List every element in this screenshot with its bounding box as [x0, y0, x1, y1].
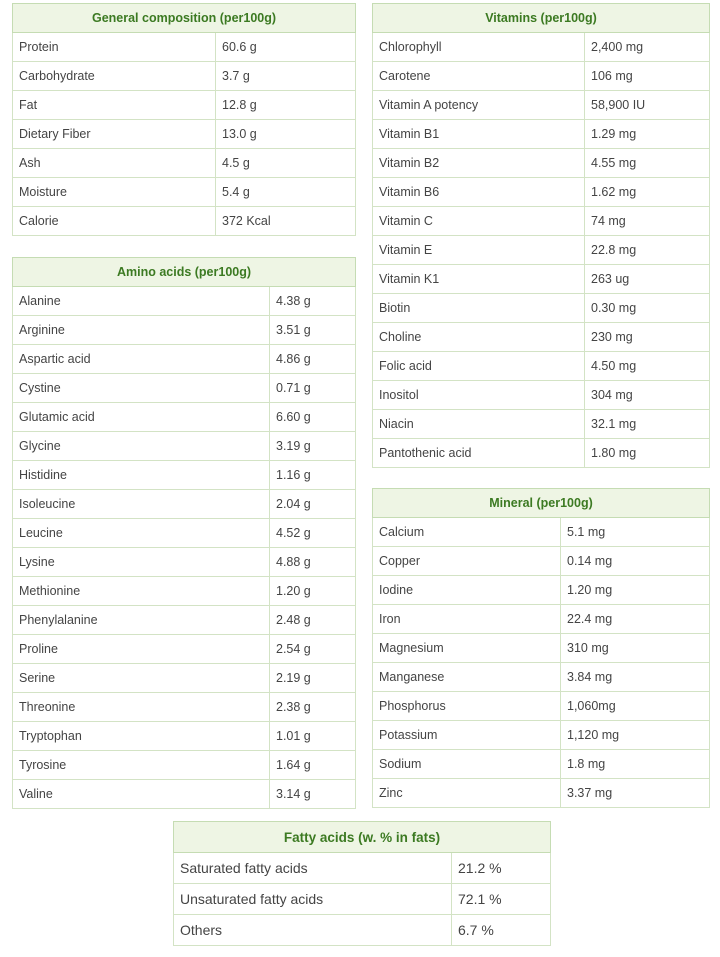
nutrient-value: 1,120 mg: [561, 721, 710, 750]
nutrient-value: 2.54 g: [270, 635, 356, 664]
table-row: [13, 33, 356, 62]
nutrient-value: 72.1 %: [452, 884, 551, 915]
nutrient-value: 3.51 g: [270, 316, 356, 345]
table-row: [13, 91, 356, 120]
nutrient-value: 32.1 mg: [585, 410, 710, 439]
nutrient-name: Potassium: [373, 721, 561, 750]
table-row: [13, 490, 356, 519]
table-row: [373, 410, 710, 439]
nutrient-value: 2.19 g: [270, 664, 356, 693]
table-row: [13, 149, 356, 178]
nutrient-name: Phenylalanine: [13, 606, 270, 635]
nutrient-value: 0.14 mg: [561, 547, 710, 576]
nutrient-name: Lysine: [13, 548, 270, 577]
nutrient-value: 1.20 mg: [561, 576, 710, 605]
nutrient-name: Iodine: [373, 576, 561, 605]
vitamins-title: Vitamins (per100g): [373, 4, 710, 33]
nutrient-value: 1.80 mg: [585, 439, 710, 468]
table-row: [373, 62, 710, 91]
table-row: [13, 664, 356, 693]
table-row: [373, 576, 710, 605]
nutrient-value: 106 mg: [585, 62, 710, 91]
nutrient-name: Histidine: [13, 461, 270, 490]
nutrient-name: Others: [174, 915, 452, 946]
nutrient-name: Tyrosine: [13, 751, 270, 780]
nutrient-name: Inositol: [373, 381, 585, 410]
nutrient-value: 3.7 g: [216, 62, 356, 91]
table-row: [13, 432, 356, 461]
table-row: [13, 722, 356, 751]
nutrient-value: 3.84 mg: [561, 663, 710, 692]
table-row: [13, 548, 356, 577]
nutrient-name: Calcium: [373, 518, 561, 547]
amino-acids-title: Amino acids (per100g): [13, 258, 356, 287]
table-row: [13, 178, 356, 207]
nutrient-name: Folic acid: [373, 352, 585, 381]
nutrient-name: Moisture: [13, 178, 216, 207]
nutrient-name: Chlorophyll: [373, 33, 585, 62]
nutrient-name: Protein: [13, 33, 216, 62]
nutrient-name: Pantothenic acid: [373, 439, 585, 468]
nutrient-value: 2,400 mg: [585, 33, 710, 62]
amino-acids-table: [12, 257, 356, 809]
nutrient-value: 2.38 g: [270, 693, 356, 722]
nutrient-value: 74 mg: [585, 207, 710, 236]
table-row: [13, 287, 356, 316]
nutrient-value: 263 ug: [585, 265, 710, 294]
nutrient-name: Alanine: [13, 287, 270, 316]
nutrient-value: 22.4 mg: [561, 605, 710, 634]
table-row: [373, 663, 710, 692]
table-row: [373, 605, 710, 634]
table-row: [373, 236, 710, 265]
table-row: [13, 62, 356, 91]
nutrient-name: Saturated fatty acids: [174, 853, 452, 884]
nutrient-value: 1.29 mg: [585, 120, 710, 149]
nutrient-value: 60.6 g: [216, 33, 356, 62]
nutrient-name: Carbohydrate: [13, 62, 216, 91]
nutrient-value: 372 Kcal: [216, 207, 356, 236]
nutrient-name: Vitamin B6: [373, 178, 585, 207]
nutrient-name: Calorie: [13, 207, 216, 236]
nutrient-value: 3.14 g: [270, 780, 356, 809]
mineral-title: Mineral (per100g): [373, 489, 710, 518]
nutrient-name: Proline: [13, 635, 270, 664]
nutrient-value: 3.19 g: [270, 432, 356, 461]
nutrient-value: 6.60 g: [270, 403, 356, 432]
nutrient-value: 22.8 mg: [585, 236, 710, 265]
table-row: [13, 461, 356, 490]
table-row: [373, 692, 710, 721]
nutrient-name: Choline: [373, 323, 585, 352]
nutrient-value: 13.0 g: [216, 120, 356, 149]
nutrient-name: Vitamin B2: [373, 149, 585, 178]
nutrient-name: Phosphorus: [373, 692, 561, 721]
table-row: [373, 149, 710, 178]
nutrient-value: 304 mg: [585, 381, 710, 410]
general-composition-title: General composition (per100g): [13, 4, 356, 33]
nutrient-name: Vitamin E: [373, 236, 585, 265]
nutrient-value: 21.2 %: [452, 853, 551, 884]
nutrient-name: Biotin: [373, 294, 585, 323]
table-row: [13, 577, 356, 606]
nutrient-value: 58,900 IU: [585, 91, 710, 120]
nutrient-name: Fat: [13, 91, 216, 120]
nutrient-name: Magnesium: [373, 634, 561, 663]
nutrient-name: Vitamin K1: [373, 265, 585, 294]
fatty-acids-table: [173, 821, 551, 946]
nutrient-value: 2.48 g: [270, 606, 356, 635]
nutrient-value: 0.71 g: [270, 374, 356, 403]
table-row: [373, 120, 710, 149]
nutrient-name: Vitamin C: [373, 207, 585, 236]
nutrient-name: Copper: [373, 547, 561, 576]
nutrient-name: Unsaturated fatty acids: [174, 884, 452, 915]
table-row: [373, 323, 710, 352]
table-row: [13, 751, 356, 780]
table-row: [373, 207, 710, 236]
nutrient-name: Aspartic acid: [13, 345, 270, 374]
table-row: [373, 33, 710, 62]
nutrient-value: 3.37 mg: [561, 779, 710, 808]
nutrient-name: Arginine: [13, 316, 270, 345]
mineral-table: [372, 488, 710, 808]
nutrient-name: Vitamin A potency: [373, 91, 585, 120]
nutrient-value: 310 mg: [561, 634, 710, 663]
table-row: [373, 518, 710, 547]
table-row: [373, 294, 710, 323]
table-row: [373, 381, 710, 410]
table-row: [13, 635, 356, 664]
nutrient-value: 4.86 g: [270, 345, 356, 374]
table-row: [174, 884, 551, 915]
nutrient-name: Vitamin B1: [373, 120, 585, 149]
nutrient-value: 1.64 g: [270, 751, 356, 780]
table-row: [373, 547, 710, 576]
table-row: [13, 120, 356, 149]
table-row: [373, 178, 710, 207]
table-row: [13, 606, 356, 635]
table-row: [174, 915, 551, 946]
nutrient-value: 4.50 mg: [585, 352, 710, 381]
table-row: [373, 634, 710, 663]
fatty-acids-title: Fatty acids (w. % in fats): [174, 822, 551, 853]
nutrient-value: 4.38 g: [270, 287, 356, 316]
nutrient-name: Isoleucine: [13, 490, 270, 519]
nutrient-name: Serine: [13, 664, 270, 693]
nutrient-value: 1.8 mg: [561, 750, 710, 779]
table-row: [13, 519, 356, 548]
table-row: [373, 721, 710, 750]
table-row: [13, 374, 356, 403]
nutrient-name: Methionine: [13, 577, 270, 606]
nutrient-name: Tryptophan: [13, 722, 270, 751]
nutrient-value: 4.55 mg: [585, 149, 710, 178]
table-row: [13, 780, 356, 809]
nutrient-value: 12.8 g: [216, 91, 356, 120]
nutrient-value: 1.01 g: [270, 722, 356, 751]
nutrient-name: Cystine: [13, 374, 270, 403]
table-row: [13, 403, 356, 432]
nutrient-value: 2.04 g: [270, 490, 356, 519]
nutrient-value: 1.16 g: [270, 461, 356, 490]
table-row: [13, 693, 356, 722]
nutrient-name: Niacin: [373, 410, 585, 439]
nutrient-name: Leucine: [13, 519, 270, 548]
nutrient-value: 6.7 %: [452, 915, 551, 946]
table-row: [373, 750, 710, 779]
nutrient-value: 4.5 g: [216, 149, 356, 178]
nutrient-value: 5.1 mg: [561, 518, 710, 547]
table-row: [373, 779, 710, 808]
nutrient-name: Threonine: [13, 693, 270, 722]
nutrient-value: 230 mg: [585, 323, 710, 352]
nutrient-name: Iron: [373, 605, 561, 634]
nutrient-value: 4.88 g: [270, 548, 356, 577]
nutrient-name: Sodium: [373, 750, 561, 779]
nutrient-name: Dietary Fiber: [13, 120, 216, 149]
table-row: [13, 345, 356, 374]
nutrient-name: Ash: [13, 149, 216, 178]
vitamins-table: [372, 3, 710, 468]
general-composition-table: [12, 3, 356, 236]
nutrient-name: Carotene: [373, 62, 585, 91]
nutrient-value: 4.52 g: [270, 519, 356, 548]
table-row: [373, 439, 710, 468]
nutrient-value: 1.62 mg: [585, 178, 710, 207]
nutrient-name: Valine: [13, 780, 270, 809]
table-row: [13, 207, 356, 236]
nutrient-name: Manganese: [373, 663, 561, 692]
nutrient-value: 1,060mg: [561, 692, 710, 721]
table-row: [13, 316, 356, 345]
nutrient-value: 0.30 mg: [585, 294, 710, 323]
nutrient-name: Glutamic acid: [13, 403, 270, 432]
nutrient-name: Zinc: [373, 779, 561, 808]
table-row: [373, 265, 710, 294]
table-row: [174, 853, 551, 884]
table-row: [373, 352, 710, 381]
nutrient-value: 5.4 g: [216, 178, 356, 207]
table-row: [373, 91, 710, 120]
nutrient-value: 1.20 g: [270, 577, 356, 606]
nutrient-name: Glycine: [13, 432, 270, 461]
